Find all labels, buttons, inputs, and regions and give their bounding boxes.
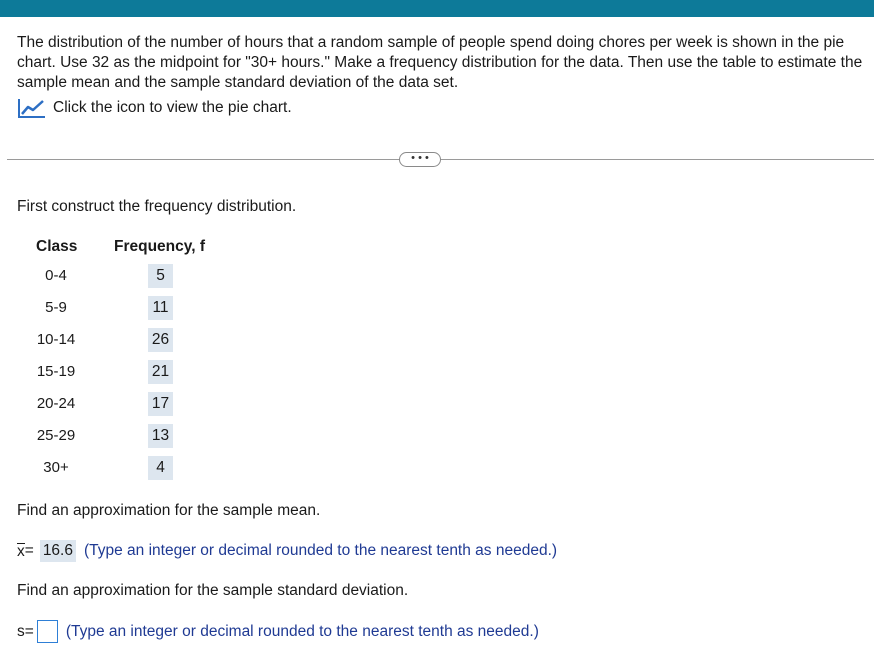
table-row bbox=[26, 360, 226, 384]
frequency-cell: 5 bbox=[148, 264, 173, 288]
view-pie-chart-label[interactable]: Click the icon to view the pie chart. bbox=[53, 99, 292, 116]
table-row bbox=[26, 456, 226, 480]
x-bar-symbol: x bbox=[17, 543, 25, 560]
table-row bbox=[26, 296, 226, 320]
frequency-cell: 17 bbox=[148, 392, 173, 416]
table-row bbox=[26, 392, 226, 416]
frequency-cell: 11 bbox=[148, 296, 173, 320]
class-cell: 20-24 bbox=[36, 395, 76, 412]
class-cell: 5-9 bbox=[45, 299, 67, 316]
class-cell: 0-4 bbox=[45, 267, 67, 284]
frequency-cell: 4 bbox=[148, 456, 173, 480]
frequency-cell: 26 bbox=[148, 328, 173, 352]
frequency-cell: 21 bbox=[148, 360, 173, 384]
class-cell: 15-19 bbox=[36, 363, 76, 380]
mean-hint: (Type an integer or decimal rounded to the nearest tenth as needed.) bbox=[83, 542, 558, 559]
class-cell: 30+ bbox=[43, 459, 69, 476]
view-pie-chart-link[interactable] bbox=[17, 97, 292, 119]
table-row bbox=[26, 424, 226, 448]
class-cell: 10-14 bbox=[36, 331, 76, 348]
header-bar bbox=[0, 0, 874, 17]
line-chart-icon[interactable] bbox=[17, 97, 47, 119]
sample-mean-line bbox=[17, 540, 557, 562]
equals-sign: = bbox=[24, 622, 34, 640]
table-row bbox=[26, 264, 226, 288]
sample-mean-answer: 16.6 bbox=[40, 540, 76, 562]
sample-sd-line bbox=[17, 620, 539, 643]
class-column-header: Class bbox=[36, 238, 78, 255]
step3-prompt: Find an approximation for the sample standard deviation. bbox=[17, 582, 409, 599]
s-symbol: s bbox=[17, 622, 25, 640]
frequency-cell: 13 bbox=[148, 424, 173, 448]
question-text: The distribution of the number of hours that a random sample of people spend doing chores per week is shown in the pie chart. Use 32 as the midpoint for "30+ hours." Make a frequency distribution for the data. Then use the table to estimate the sample mean and the sample standard deviation of the data set. bbox=[17, 34, 863, 91]
expand-more-button[interactable]: • • • bbox=[399, 152, 441, 167]
table-row bbox=[26, 328, 226, 352]
equals-sign: = bbox=[24, 542, 34, 559]
sd-hint: (Type an integer or decimal rounded to the nearest tenth as needed.) bbox=[65, 622, 539, 640]
sample-sd-input[interactable] bbox=[37, 620, 58, 643]
step2-prompt: Find an approximation for the sample mean. bbox=[17, 502, 321, 519]
frequency-column-header: Frequency, f bbox=[114, 238, 206, 255]
class-cell: 25-29 bbox=[36, 427, 76, 444]
step1-prompt: First construct the frequency distribution. bbox=[17, 198, 297, 215]
